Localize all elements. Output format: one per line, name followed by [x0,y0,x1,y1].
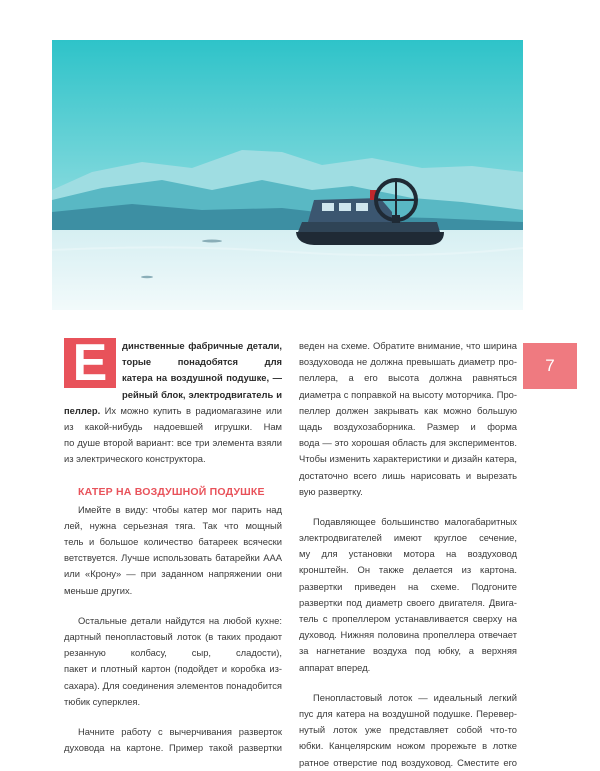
text-line: Начните работу с вычерчивания разверток [78,725,282,737]
intro-line: торые понадобятся для [122,356,282,368]
intro-line: рейный блок, электродвигатель и [122,388,282,400]
hovercraft-photo-image [52,40,523,310]
text-line: пакет и плотный картон (подойдет и коробка из- [64,663,282,675]
text-line: веден на схеме. Обратите внимание, что ширина [299,340,517,351]
text-line: вую развертку. [299,485,363,497]
intro-line: по душе второй вариант: все три элемента взяли [64,437,282,449]
text-line: нутый лоток уже представляет собой что-то [299,724,517,736]
intro-bold-word: пеллер. [64,404,101,416]
paragraph-start [64,724,282,756]
text-line: электродвигателей имеют круглое сечение, [299,532,517,544]
text-line: тель с пропеллером устанавливается сверху на [299,613,517,624]
drop-cap: Е [64,338,116,388]
text-line: Имейте в виду: чтобы катер мог парить над [78,503,282,515]
text-line: Остальные детали найдутся на любой кухне: [78,614,282,626]
text-line: или «Крону» — при заданном напряжении они [64,568,282,580]
text-line: за нагнетание воздуха под юбку, а верхняя [299,645,517,657]
text-line: развертки под диаметр своего двигателя. Двига- [299,596,517,608]
section-heading: КАТЕР НА ВОЗДУШНОЙ ПОДУШКЕ [78,485,265,498]
text-line: юбки. Канцелярским ножом прорежьте в лотке [299,740,517,752]
text-line: достаточно всего лишь нарисовать и вырезать [299,469,517,481]
text-line: духовода на картоне. Пример такой развертки [64,742,282,754]
text-line: Пенопластовый лоток — идеальный легкий [313,691,517,703]
text-line: ратное отверстие под воздуховод. Сместите его [299,756,517,768]
text-line: тюбик суперклея. [64,695,141,707]
paragraph-gap [299,676,517,690]
text-line: сахара). Для соединения элементов понадобится [64,679,282,691]
intro-line [64,403,282,419]
text-line: резанную колбасу, сыр, сладости), [64,647,282,659]
text-line: тель и большое количество батареек всячески [64,536,282,548]
intro-line: из электрического конструктора. [64,453,206,465]
text-column-left [64,334,282,756]
intro-paragraph [64,334,282,468]
text-line: диаметра с поправкой на высоту моторчика. Про- [299,388,517,400]
text-line: меньше других. [64,584,133,596]
paragraph-gap [299,500,517,514]
paragraph-materials [64,613,282,710]
text-line: пус для катера на воздушной подушке. Перевер- [299,707,517,719]
text-column-right [299,338,517,771]
intro-line: катера на воздушной подушке, — [122,372,282,384]
paragraph-gap [64,599,282,613]
text-line: развертки приведен на схеме. Подгоните [299,580,517,592]
text-line: Чтобы изменить характеристики и дизайн катера, [299,453,517,465]
text-line: пеллер должен закрывать как можно большую [299,404,517,416]
text-line: пеллера, а его высота должна равняться [299,372,517,384]
paragraph-power [64,502,282,599]
text-line: воздуховода не должна превышать диаметр про- [299,356,517,368]
page-number: 7 [545,356,555,375]
text-line: духовод. Нижняя половина пропеллера отвечает [299,629,517,641]
text-line: Подавляющее большинство малогабаритных [313,515,517,527]
paragraph-duct [299,338,517,500]
text-line: му для установки мотора на воздуховод [299,548,517,560]
page-number-tab [523,343,577,389]
intro-line: из какой-нибудь надоевшей игрушки. Нам [64,420,282,432]
text-line: щадь воздухозаборника. Размер и форма [299,420,517,432]
text-line: дартный пенопластовый лоток (в таких продают [64,631,282,643]
paragraph-gap [64,710,282,724]
text-line: аппарат вперед. [299,661,371,673]
text-line: кронштейн. Он также делается из картона. [299,564,517,576]
intro-line-rest: Их можно купить в радиомагазине или [104,404,282,416]
text-line: вода — это хорошая область для экспериментов. [299,437,517,449]
text-line: лей, нужна серьезная тяга. Так что мощный [64,519,282,531]
intro-line: динственные фабричные детали, [122,340,282,351]
paragraph-tray [299,690,517,771]
paragraph-motor [299,514,517,676]
text-line: ветствуется. Лучше использовать батарейки AAA [64,552,282,564]
hovercraft-photo [52,40,523,310]
